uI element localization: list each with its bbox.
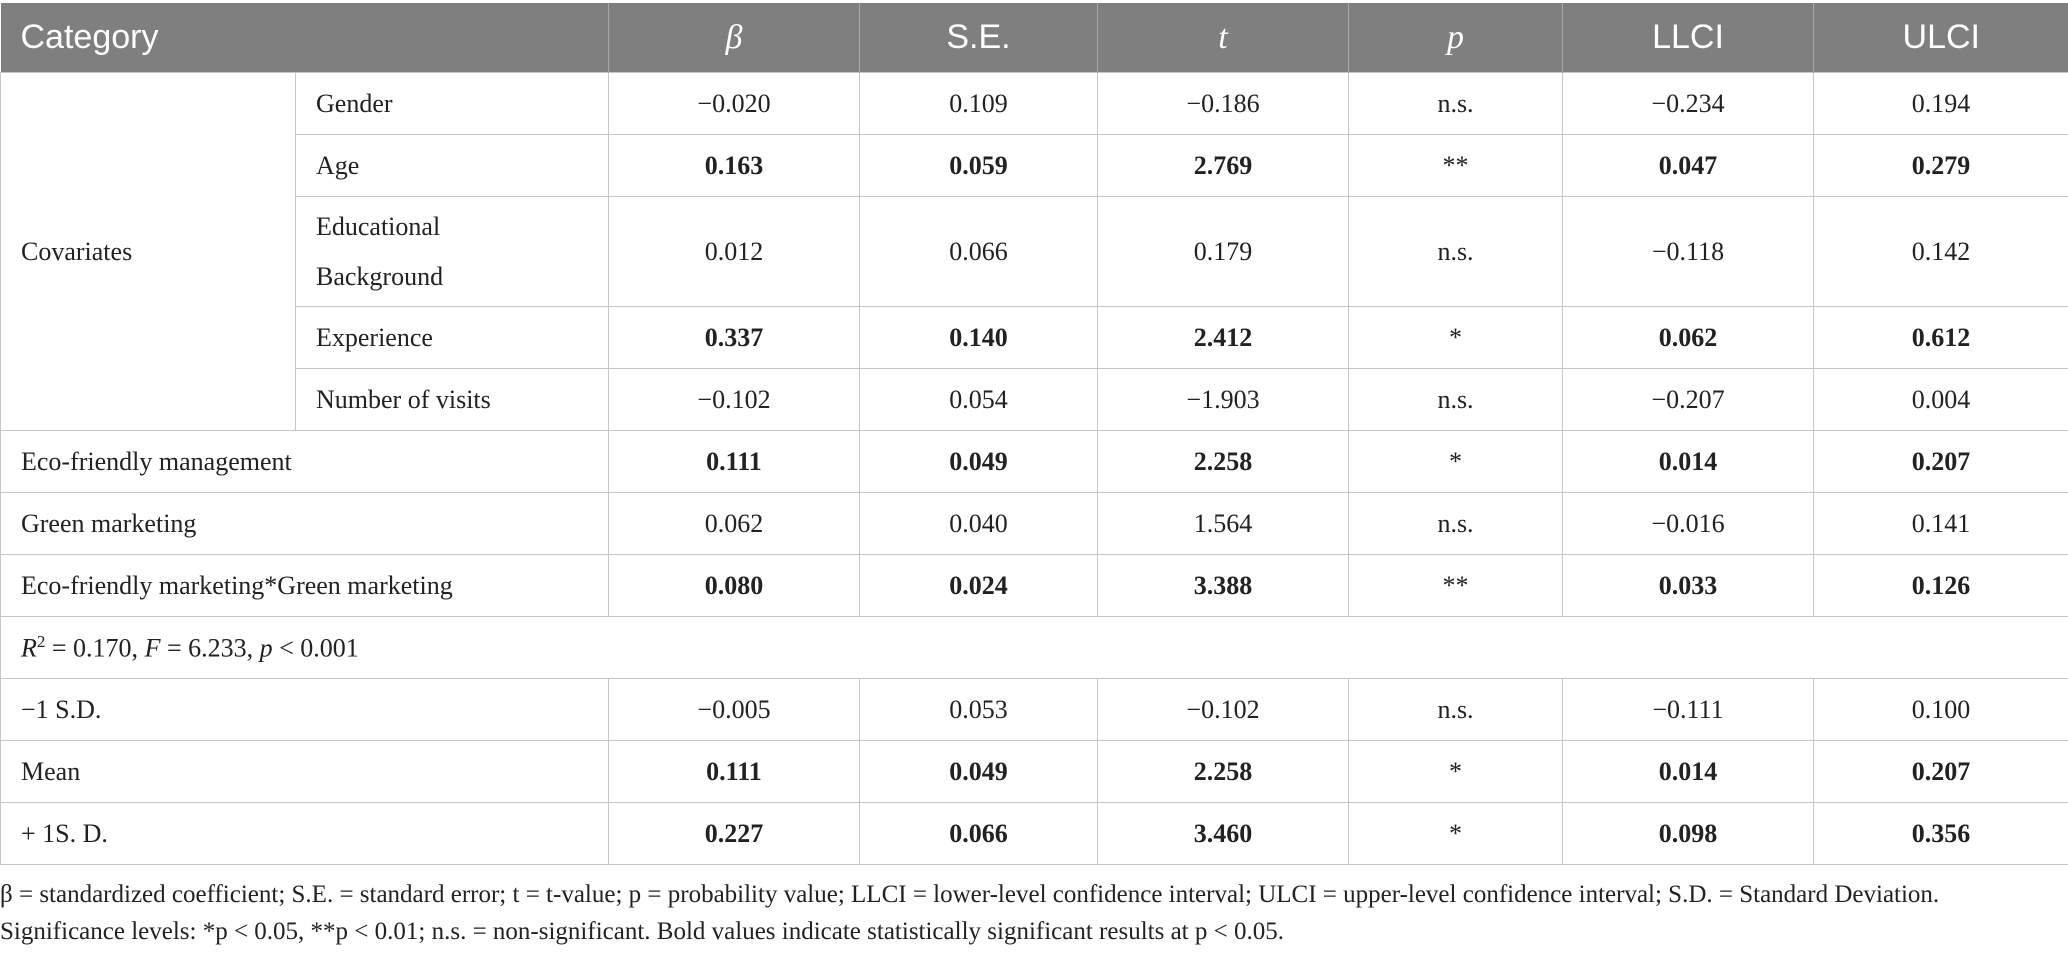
table-row-age	[1, 135, 2068, 197]
cell-beta: 0.062	[609, 493, 860, 555]
cell-se: 0.059	[860, 135, 1098, 197]
cell-ulci: 0.207	[1814, 431, 2068, 493]
cell-ulci: 0.194	[1814, 73, 2068, 135]
cell-llci: −0.234	[1563, 73, 1814, 135]
f-symbol: F	[144, 633, 161, 663]
table-row-visits	[1, 369, 2068, 431]
cell-llci: −0.111	[1563, 679, 1814, 741]
cell-llci: 0.033	[1563, 555, 1814, 617]
cell-ulci: 0.207	[1814, 741, 2068, 803]
table-row-plus-sd	[1, 803, 2068, 865]
header-se: S.E.	[860, 3, 1098, 73]
cell-ulci: 0.356	[1814, 803, 2068, 865]
row-label: Number of visits	[296, 369, 609, 431]
row-label: Eco-friendly management	[1, 431, 609, 493]
cell-p: *	[1349, 431, 1563, 493]
header-t: t	[1098, 3, 1349, 73]
row-label: Eco-friendly marketing*Green marketing	[1, 555, 609, 617]
cell-p: n.s.	[1349, 679, 1563, 741]
cell-se: 0.053	[860, 679, 1098, 741]
cell-se: 0.054	[860, 369, 1098, 431]
row-label: Experience	[296, 307, 609, 369]
table-row-gender	[1, 73, 2068, 135]
cell-ulci: 0.279	[1814, 135, 2068, 197]
cell-llci: −0.207	[1563, 369, 1814, 431]
cell-se: 0.049	[860, 431, 1098, 493]
cell-beta: 0.012	[609, 197, 860, 307]
f-value: = 6.233,	[160, 633, 260, 663]
cell-p: **	[1349, 555, 1563, 617]
cell-ulci: 0.004	[1814, 369, 2068, 431]
cell-ulci: 0.126	[1814, 555, 2068, 617]
footnote-line-1: β = standardized coefficient; S.E. = standard error; t = t-value; p = probability value; LLCI = lower-level confidence interval; ULCI = upper-level confidence interval; S.D. = Standard Deviation.	[0, 881, 1940, 908]
cell-p: *	[1349, 741, 1563, 803]
cell-se: 0.049	[860, 741, 1098, 803]
cell-p: n.s.	[1349, 197, 1563, 307]
regression-table	[0, 3, 2068, 865]
cell-t: −0.186	[1098, 73, 1349, 135]
p-symbol: p	[259, 633, 273, 663]
cell-beta: 0.080	[609, 555, 860, 617]
cell-llci: 0.062	[1563, 307, 1814, 369]
row-label-line1: Educational	[316, 211, 441, 241]
cell-beta: 0.337	[609, 307, 860, 369]
row-label-line2: Background	[316, 261, 444, 291]
table-row-mean	[1, 741, 2068, 803]
cell-llci: 0.098	[1563, 803, 1814, 865]
cell-t: −0.102	[1098, 679, 1349, 741]
cell-se: 0.040	[860, 493, 1098, 555]
cell-p: **	[1349, 135, 1563, 197]
cell-beta: −0.020	[609, 73, 860, 135]
r-symbol: R	[21, 633, 37, 663]
cell-se: 0.066	[860, 803, 1098, 865]
row-label: Mean	[1, 741, 609, 803]
cell-llci: −0.016	[1563, 493, 1814, 555]
cell-llci: −0.118	[1563, 197, 1814, 307]
cell-beta: 0.227	[609, 803, 860, 865]
cell-t: 2.412	[1098, 307, 1349, 369]
cell-t: −1.903	[1098, 369, 1349, 431]
cell-beta: −0.005	[609, 679, 860, 741]
cell-ulci: 0.100	[1814, 679, 2068, 741]
row-label: Green marketing	[1, 493, 609, 555]
p-value: < 0.001	[272, 633, 359, 663]
header-llci: LLCI	[1563, 3, 1814, 73]
cell-p: *	[1349, 307, 1563, 369]
table-row-interaction	[1, 555, 2068, 617]
cell-ulci: 0.142	[1814, 197, 2068, 307]
cell-t: 3.388	[1098, 555, 1349, 617]
cell-p: *	[1349, 803, 1563, 865]
cell-p: n.s.	[1349, 493, 1563, 555]
cell-t: 0.179	[1098, 197, 1349, 307]
row-label: Age	[296, 135, 609, 197]
cell-se: 0.140	[860, 307, 1098, 369]
table-row-experience	[1, 307, 2068, 369]
table-row-education	[1, 197, 2068, 307]
cell-llci: 0.014	[1563, 431, 1814, 493]
cell-t: 2.258	[1098, 431, 1349, 493]
table-row-green-marketing	[1, 493, 2068, 555]
table-row-minus-sd	[1, 679, 2068, 741]
covariates-label: Covariates	[1, 73, 296, 431]
header-ulci: ULCI	[1814, 3, 2068, 73]
header-p: p	[1349, 3, 1563, 73]
table-footnote	[0, 876, 2060, 950]
row-label: Gender	[296, 73, 609, 135]
cell-t: 3.460	[1098, 803, 1349, 865]
table-header-row	[1, 3, 2068, 73]
model-stats-cell	[1, 617, 2068, 679]
cell-beta: 0.111	[609, 741, 860, 803]
cell-p: n.s.	[1349, 369, 1563, 431]
table-row-eco-management	[1, 431, 2068, 493]
cell-se: 0.024	[860, 555, 1098, 617]
cell-llci: 0.047	[1563, 135, 1814, 197]
row-label	[296, 197, 609, 307]
cell-beta: −0.102	[609, 369, 860, 431]
cell-se: 0.066	[860, 197, 1098, 307]
row-label: + 1S. D.	[1, 803, 609, 865]
row-label: −1 S.D.	[1, 679, 609, 741]
cell-t: 1.564	[1098, 493, 1349, 555]
header-beta: β	[609, 3, 860, 73]
cell-beta: 0.111	[609, 431, 860, 493]
cell-llci: 0.014	[1563, 741, 1814, 803]
r2-value: = 0.170,	[45, 633, 145, 663]
cell-se: 0.109	[860, 73, 1098, 135]
footnote-line-2: Significance levels: *p < 0.05, **p < 0.01; n.s. = non-significant. Bold values indicate statistically significant results at p < 0.05.	[0, 918, 1284, 945]
cell-ulci: 0.612	[1814, 307, 2068, 369]
table-row-model-stats	[1, 617, 2068, 679]
r-exponent: 2	[36, 631, 46, 651]
cell-t: 2.258	[1098, 741, 1349, 803]
cell-ulci: 0.141	[1814, 493, 2068, 555]
cell-t: 2.769	[1098, 135, 1349, 197]
cell-p: n.s.	[1349, 73, 1563, 135]
cell-beta: 0.163	[609, 135, 860, 197]
header-category: Category	[1, 3, 609, 73]
